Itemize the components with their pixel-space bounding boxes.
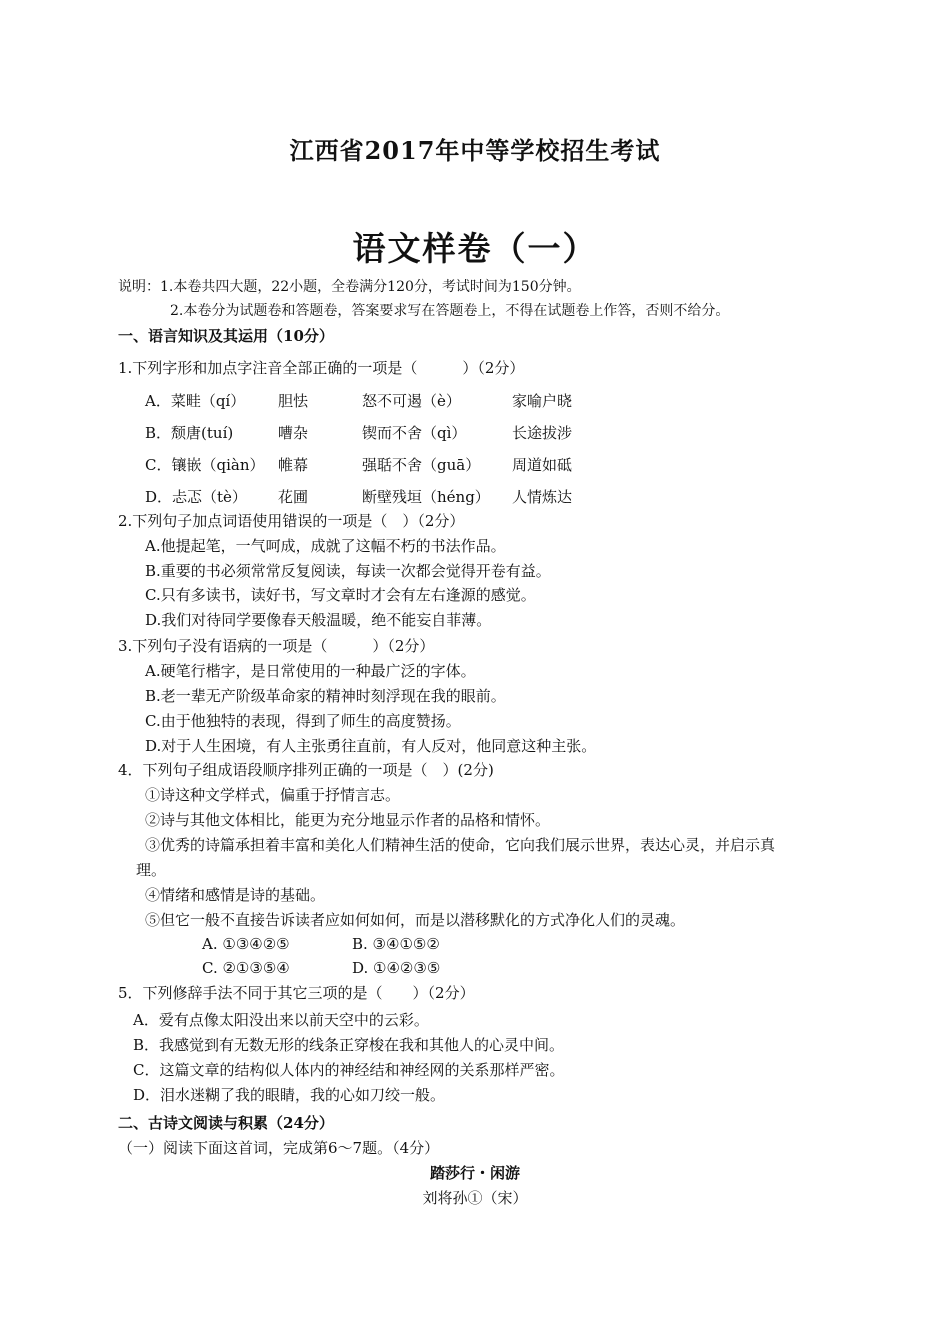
section-2-heading: 二、古诗文阅读与积累（24分） [118, 1114, 334, 1132]
q3-option-c: C.由于他独特的表现，得到了师生的高度赞扬。 [145, 712, 461, 730]
q1-option-a-word2: 胆怯 [278, 392, 309, 410]
q1-option-d-word1: D．忐忑（tè） [145, 488, 247, 506]
q5-option-b: B．我感觉到有无数无形的线条正穿梭在我和其他人的心灵中间。 [133, 1036, 565, 1054]
q4-sentence-1: ①诗这种文学样式，偏重于抒情言志。 [145, 786, 401, 804]
q4-stem: 4．下列句子组成语段顺序排列正确的一项是（ ）(2分) [118, 761, 494, 779]
q2-stem: 2.下列句子加点词语使用错误的一项是（ ）（2分） [118, 512, 465, 530]
q4-choice-a: A. ①③④②⑤ [202, 935, 290, 953]
instruction-line-1: 说明：1.本卷共四大题，22小题，全卷满分120分，考试时间为150分钟。 [118, 279, 581, 295]
q1-stem: 1.下列字形和加点字注音全部正确的一项是（ ）（2分） [118, 359, 525, 377]
q4-sentence-2: ②诗与其他文体相比，能更为充分地显示作者的品格和情怀。 [145, 811, 551, 829]
q4-choice-d: D. ①④②③⑤ [352, 959, 441, 977]
q1-option-a-word1: A．菜畦（qí） [145, 392, 246, 410]
exam-title: 江西省2017年中等学校招生考试 [289, 136, 661, 165]
q1-option-c-word2: 帷幕 [278, 456, 309, 474]
q1-option-b-word1: B．颓唐(tuí) [145, 424, 234, 442]
q1-option-b-word4: 长途拔涉 [512, 424, 573, 442]
q1-option-b-word2: 嘈杂 [278, 424, 309, 442]
q5-stem: 5．下列修辞手法不同于其它三项的是（ ）（2分） [118, 984, 475, 1002]
poem-title: 踏莎行・闲游 [429, 1164, 520, 1182]
q4-sentence-3: ③优秀的诗篇承担着丰富和美化人们精神生活的使命，它向我们展示世界，表达心灵，并启示真 [145, 836, 776, 854]
q1-option-d-word2: 花圃 [278, 488, 309, 506]
q4-choice-c: C. ②①③⑤④ [202, 959, 290, 977]
poem-author: 刘将孙①（宋） [422, 1189, 528, 1207]
q3-option-a: A.硬笔行楷字，是日常使用的一种最广泛的字体。 [145, 662, 476, 680]
section-1-heading: 一、语言知识及其运用（10分） [118, 327, 334, 345]
q5-option-d: D．泪水迷糊了我的眼睛，我的心如刀绞一般。 [133, 1086, 446, 1104]
q1-option-d-word3: 断壁残垣（héng） [362, 488, 490, 506]
q1-option-d-word4: 人情炼达 [512, 488, 573, 506]
q4-choice-b: B. ③④①⑤② [352, 935, 440, 953]
q2-option-a: A.他提起笔，一气呵成，成就了这幅不朽的书法作品。 [145, 537, 506, 555]
section-2-part-1-instruction: （一）阅读下面这首词，完成第6～7题。（4分） [118, 1139, 440, 1157]
q4-sentence-3-cont: 理。 [136, 861, 167, 879]
q2-option-c: C.只有多读书，读好书，写文章时才会有左右逢源的感觉。 [145, 586, 536, 604]
q1-option-b-word3: 锲而不舍（qì） [362, 424, 467, 442]
q5-option-a: A．爱有点像太阳没出来以前天空中的云彩。 [133, 1011, 429, 1029]
paper-title: 语文样卷（一） [352, 229, 598, 268]
q5-option-c: C．这篇文章的结构似人体内的神经结和神经网的关系那样严密。 [133, 1061, 565, 1079]
q1-option-c-word1: C．镶嵌（qiàn） [145, 456, 265, 474]
q4-sentence-5: ⑤但它一般不直接告诉读者应如何如何，而是以潜移默化的方式净化人们的灵魂。 [145, 911, 686, 929]
q3-option-b: B.老一辈无产阶级革命家的精神时刻浮现在我的眼前。 [145, 687, 506, 705]
instruction-line-2: 2.本卷分为试题卷和答题卷，答案要求写在答题卷上，不得在试题卷上作答，否则不给分。 [170, 303, 730, 319]
q1-option-a-word3: 怒不可遏（è） [362, 392, 461, 410]
q1-option-c-word3: 强聒不舍（guā） [362, 456, 481, 474]
q4-sentence-4: ④情绪和感情是诗的基础。 [145, 886, 326, 904]
q1-option-c-word4: 周道如砥 [512, 456, 573, 474]
q2-option-b: B.重要的书必须常常反复阅读，每读一次都会觉得开卷有益。 [145, 562, 551, 580]
q1-option-a-word4: 家喻户晓 [512, 392, 573, 410]
q2-option-d: D.我们对待同学要像春天般温暖，绝不能妄自菲薄。 [145, 611, 492, 629]
q3-option-d: D.对于人生困境，有人主张勇往直前，有人反对，他同意这种主张。 [145, 737, 597, 755]
q3-stem: 3.下列句子没有语病的一项是（ ）（2分） [118, 637, 435, 655]
